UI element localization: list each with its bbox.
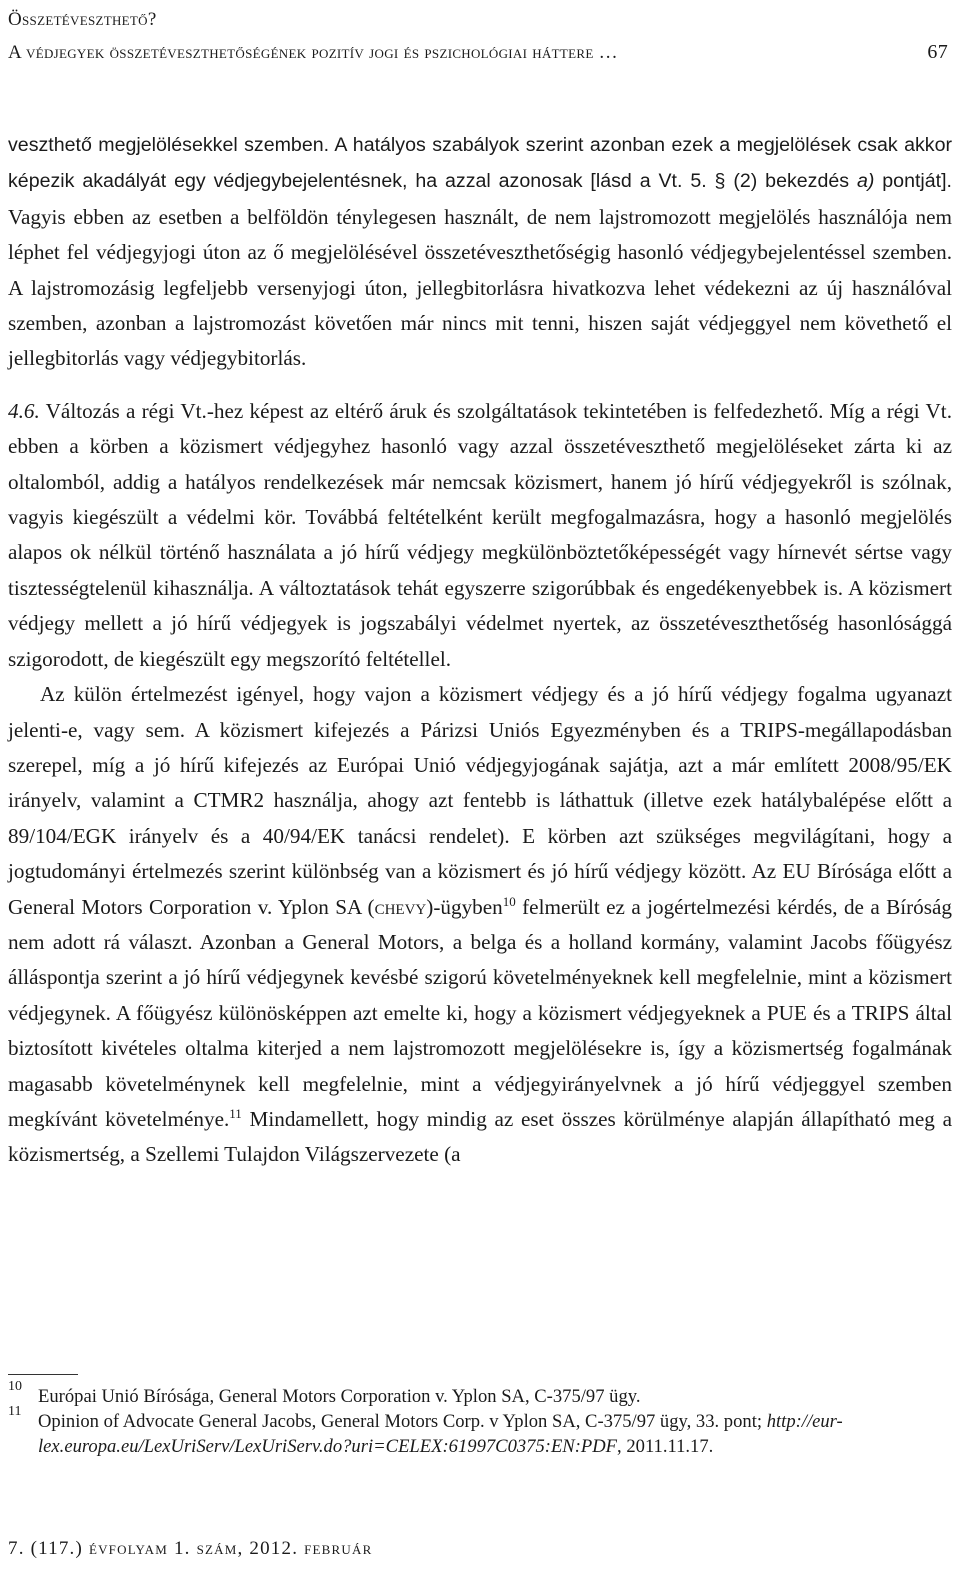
paragraph-1 [8, 127, 952, 377]
footnote-text-end: , 2011.11.17. [617, 1436, 714, 1457]
footnote-text [38, 1409, 952, 1459]
running-head-subtitle-row [8, 36, 952, 69]
paragraph-3-part-b: )-ügyben [426, 894, 503, 919]
case-name-chevy: chevy [374, 894, 427, 919]
footnote-11 [8, 1404, 952, 1459]
paragraph-1-italic: a) [856, 170, 875, 193]
paragraph-1-end: pontját]. [874, 170, 952, 193]
paragraph-2-text: Változás a régi Vt.-hez képest az eltérő áruk és szolgáltatások tekintetében is felfedezhető. Míg a régi Vt. ebben a körben a közismert védjegyhez hasonló vagy azzal összetéveszthető megjelöléseket zárta ki az oltalomból, addig a hatályos rendelkezések már nemcsak közismert, hanem jó hírű védjegyekről is szólnak, vagyis kiegészült a védelmi kör. Továbbá feltételként került megfogalmazásra, hogy a hasonló megjelölés alapos ok nélkül történő használata a jó hírű védjegy megkülönböztetőképességét vagy hírnevét sértse vagy tisztességtelenül kihasználja. A változtatások tehát egyszerre szigorúbbak és engedékenyebbek is. A közismert védjegy mellett a jó hírű védjegyek is jogszabályi védelmet nyertek, az összetéveszthetőség hasonlósággá szigorodott, de kiegészült egy megszorító feltétellel. [8, 398, 952, 671]
paragraph-3-part-a: Az külön értelmezést igényel, hogy vajon a közismert védjegy és a jó hírű védjegy fogalma ugyanazt jelenti-e, vagy sem. A közismert kifejezés a Párizsi Uniós Egyezményben és a TRIPS-megállapodásban szerepel, míg a jó hírű kifejezés az Európai Unió védjegyjogának sajátja, azt a már említett 2008/95/EK irányelv, valamint a CTMR2 használja, ahogy azt fentebb is láthattuk (illetve ezek hatálybalépése előtt a 89/104/EGK irányelv és a 40/94/EK tanácsi rendelet). E körben azt szükséges megvilágítani, hogy a jogtudományi értelmezés szerint különbség van a közismert és jó hírű védjegy között. Az EU Bírósága előtt a General Motors Corporation v. Yplon SA ( [8, 682, 952, 919]
footnote-divider [8, 1374, 78, 1375]
paragraph-section-4-6 [8, 394, 952, 677]
page-number: 67 [927, 41, 948, 63]
paragraph-1-sans-text [8, 134, 952, 192]
footnote-number: 10 [8, 1379, 22, 1394]
footnotes [8, 1379, 952, 1459]
footnote-number: 11 [8, 1404, 22, 1419]
running-head [8, 4, 952, 69]
footnote-text-start: Opinion of Advocate General Jacobs, General Motors Corp. v Yplon SA, C-375/97 ügy, 33. pont; [38, 1411, 767, 1432]
paragraph-3-part-d: Mindamellett, hogy mindig az eset összes körülménye alapján állapítható meg a közismertség, a Szellemi Tulajdon Világszervezete (a [8, 1106, 952, 1167]
footnote-ref-10[interactable]: 10 [502, 893, 516, 909]
journal-footer: 7. (117.) évfolyam 1. szám, 2012. február [8, 1538, 373, 1559]
paragraph-3 [8, 677, 952, 1173]
footnote-text: Európai Unió Bírósága, General Motors Corporation v. Yplon SA, C-375/97 ügy. [38, 1386, 641, 1407]
paragraph-1-start: veszthető megjelölésekkel szemben. A hatályos szabályok szerint azonban ezek a megjelölések csak akkor képezik akadályát egy védjegybejelentésnek, ha azzal azonosak [lásd a Vt. 5. § (2) bekezdés [8, 134, 952, 193]
section-number: 4.6. [8, 398, 40, 423]
footnote-ref-11[interactable]: 11 [229, 1105, 242, 1121]
running-head-subtitle: A védjegyek összetéveszthetőségének pozitív jogi és pszichológiai háttere … [8, 42, 618, 63]
running-head-title: Összetéveszthető? [8, 9, 157, 30]
footnote-10 [8, 1379, 952, 1409]
paragraph-1-continued: Vagyis ebben az esetben a belföldön ténylegesen használt, de nem lajstromozott megjelölés használója nem léphet fel védjegyjogi úton az ő megjelölésével összetéveszthetőségig hasonló védjegybejelentéssel szemben. A lajstromozásig legfeljebb versenyjogi úton, jellegbitorlásra hivatkozva lehet védekezni az új használóval szemben, azonban a lajstromozást követően már nincs mit tenni, hiszen saját védjeggyel nem követhető el jellegbitorlás vagy védjegybitorlás. [8, 204, 952, 371]
body-text [8, 127, 952, 1173]
document-page [8, 0, 952, 1575]
paragraph-3-part-c: felmerült ez a jogértelmezési kérdés, de a Bíróság nem adott rá választ. Azonban a General Motors, a belga és a holland kormány, valamint Jacobs főügyész álláspontja szerint a jó hírű védjegynek kevésbé szigorú követelményeknek kell megfelelnie, mint a közismert védjegynek. A főügyész különösképpen azt emelte ki, hogy a közismert védjegyeknek a PUE és a TRIPS által biztosított kivételes oltalma kiterjed a nem lajstromozott megjelölésekre is, így a közismertség fogalmának magasabb követelménynek kell megfelelnie, mint a védjegyirányelvnek a jó hírű védjeggyel szemben megkívánt követelménye. [8, 894, 953, 1131]
footnote-url-link[interactable]: http://eur-lex.europa.eu/LexUriServ/LexUriServ.do?uri=CELEX:61997C0375:EN:PDF [38, 1411, 843, 1457]
